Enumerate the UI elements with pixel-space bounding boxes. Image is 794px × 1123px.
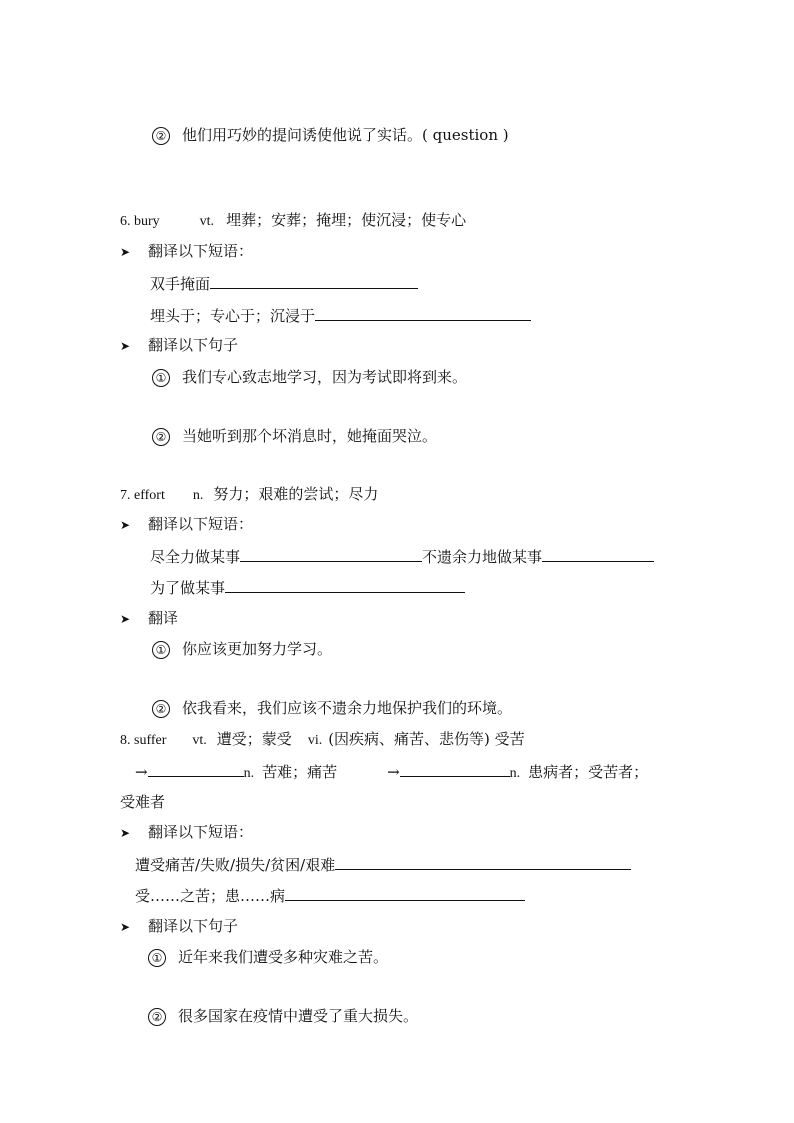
- phrase-8-1: 遭受痛苦/失败/损失/贫困/艰难: [135, 854, 631, 874]
- answer-blank[interactable]: [315, 305, 531, 321]
- answer-blank[interactable]: [240, 546, 422, 562]
- phrase-heading-8: ➤ 翻译以下短语：: [120, 823, 254, 841]
- phrase-7-3: 为了做某事: [150, 577, 465, 597]
- sentence-8-2: ② 很多国家在疫情中遭受了重大损失。: [148, 1006, 418, 1026]
- arrow-bullet-icon: ➤: [120, 518, 131, 532]
- arrow-bullet-icon: ➤: [120, 245, 131, 259]
- phrase-6-1: 双手掩面: [150, 273, 418, 293]
- word-8-derivative-cont: 受难者: [120, 793, 166, 811]
- phrase-7-1-2: 尽全力做某事 不遗余力地做某事: [150, 546, 654, 566]
- sentence-7-2: ② 依我看来，我们应该不遗余力地保护我们的环境。: [152, 698, 512, 718]
- sentence-7-1: ① 你应该更加努力学习。: [152, 639, 332, 659]
- sentence-heading-8: ➤ 翻译以下句子: [120, 917, 239, 935]
- phrase-6-2: 埋头于；专心于；沉浸于: [150, 305, 531, 325]
- phrase-heading-6: ➤ 翻译以下短语：: [120, 242, 254, 260]
- arrow-bullet-icon: ➤: [120, 612, 131, 626]
- sentence-6-1: ① 我们专心致志地学习，因为考试即将到来。: [152, 367, 467, 387]
- circled-number: ②: [152, 700, 170, 718]
- arrow-bullet-icon: ➤: [120, 920, 131, 934]
- sentence-6-2: ② 当她听到那个坏消息时，她掩面哭泣。: [152, 426, 437, 446]
- arrow-bullet-icon: ➤: [120, 339, 131, 353]
- word-8-derivatives: → n. 苦难；痛苦 → n. 患病者；受苦者；: [135, 763, 649, 781]
- answer-blank[interactable]: [225, 577, 465, 593]
- answer-blank[interactable]: [400, 761, 510, 777]
- phrase-8-2: 受……之苦；患……病: [135, 885, 525, 905]
- phrase-heading-7: ➤ 翻译以下短语：: [120, 515, 254, 533]
- answer-blank[interactable]: [285, 885, 525, 901]
- circled-number: ①: [152, 369, 170, 387]
- answer-blank[interactable]: [335, 854, 631, 870]
- circled-number: ②: [148, 1008, 166, 1026]
- sentence-8-1: ① 近年来我们遭受多种灾难之苦。: [148, 947, 388, 967]
- sentence-heading-7: ➤ 翻译: [120, 609, 179, 627]
- circled-number: ①: [148, 949, 166, 967]
- word-7-heading: 7. effort n. 努力；艰难的尝试；尽力: [120, 485, 379, 503]
- arrow-bullet-icon: ➤: [120, 826, 131, 840]
- word-8-heading: 8. suffer vt. 遭受；蒙受 vi. (因疾病、痛苦、悲伤等) 受苦: [120, 730, 525, 748]
- sentence-heading-6: ➤ 翻译以下句子: [120, 336, 239, 354]
- circled-number: ②: [152, 428, 170, 446]
- word-6-heading: 6. bury vt. 埋葬；安葬；掩埋；使沉浸；使专心: [120, 211, 467, 229]
- circled-number: ①: [152, 641, 170, 659]
- answer-blank[interactable]: [542, 546, 654, 562]
- sentence-5-2: ② 他们用巧妙的提问诱使他说了实话。( question ): [152, 125, 509, 145]
- answer-blank[interactable]: [148, 761, 244, 777]
- circled-number: ②: [152, 127, 170, 145]
- answer-blank[interactable]: [210, 273, 418, 289]
